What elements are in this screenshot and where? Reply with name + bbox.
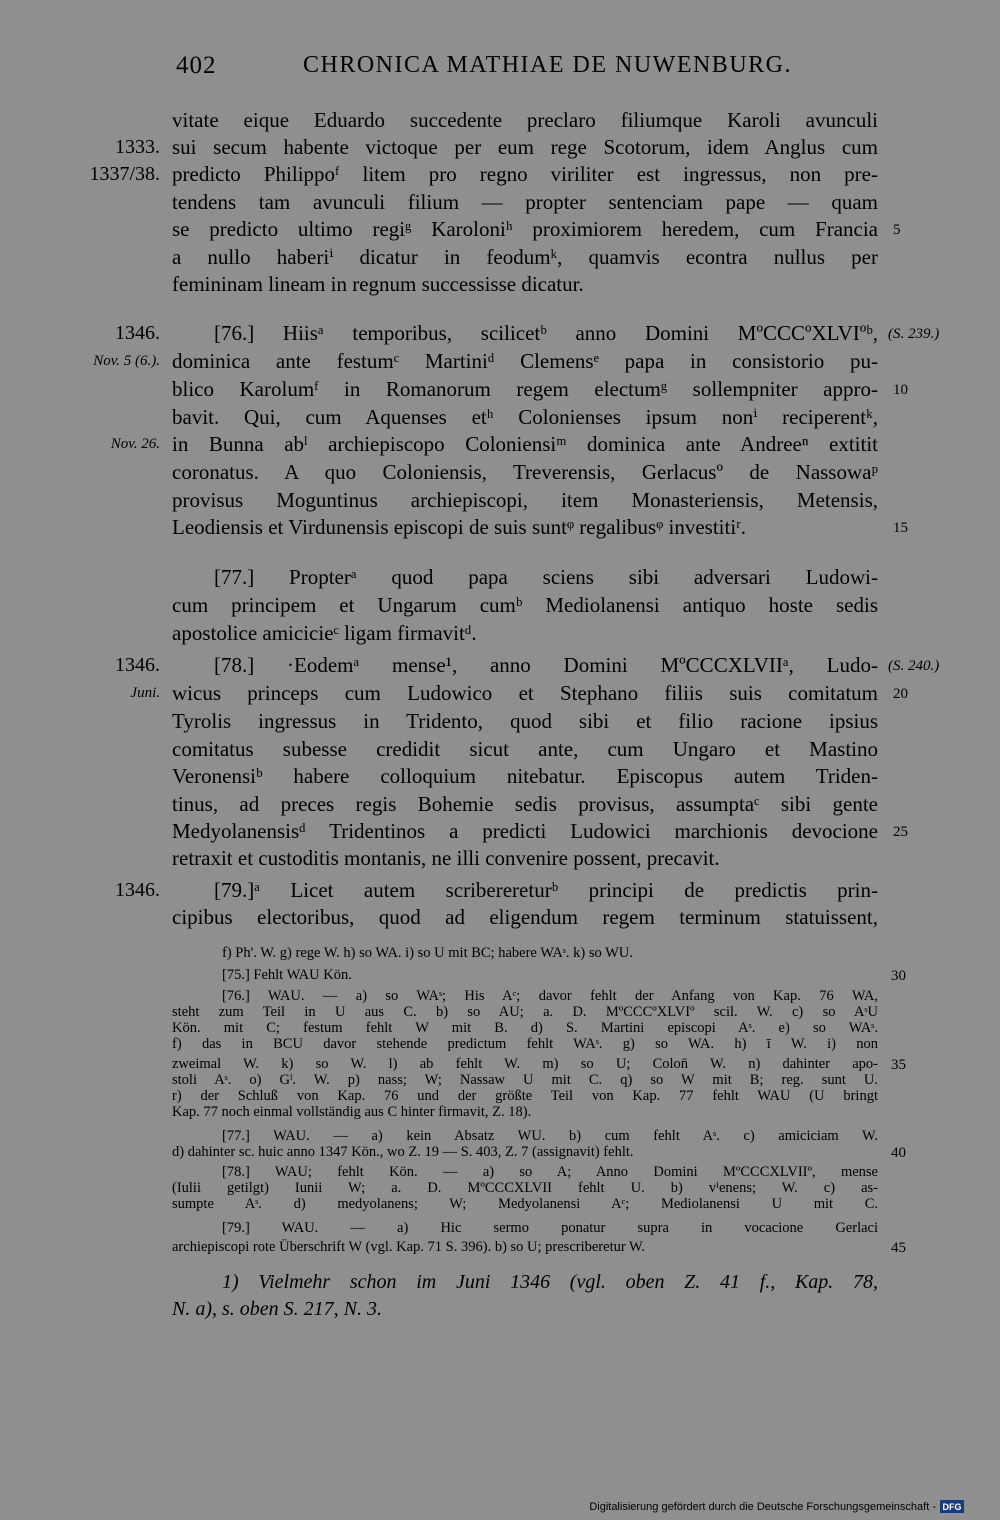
footnote-line: 1) Vielmehr schon im Juni 1346 (vgl. oben Z. 41 f., Kap. 78, (222, 1271, 878, 1293)
line-number: 10 (893, 382, 908, 398)
line-number: 30 (891, 968, 906, 984)
line-number: 15 (893, 520, 908, 536)
apparatus-line: Kön. mit C; festum fehlt W mit B. d) S. Martini episcopi Aˢ. e) so WAˢ. (172, 1020, 878, 1036)
apparatus-line: sumpte Aˢ. d) medyolanens; W; Medyolanensi Aᶜ; Mediolanensi U mit C. (172, 1196, 878, 1212)
margin-date: 1333. (115, 136, 160, 158)
page-reference: (S. 239.) (888, 326, 940, 342)
margin-date: 1346. (115, 654, 160, 676)
text-line: [78.] ·Eodemᵃ mense¹, anno Domini MºCCCXLVIIᵃ, Ludo- (214, 653, 878, 677)
page-reference: (S. 240.) (888, 658, 940, 674)
text-line: se predicto ultimo regiᵍ Karoloniʰ proximiorem heredem, cum Francia (172, 217, 878, 241)
text-line: cum principem et Ungarum cumᵇ Mediolanensi antiquo hoste sedis (172, 593, 878, 617)
apparatus-line: [75.] Fehlt WAU Kön. (222, 967, 352, 983)
text-line: Leodiensis et Virdunensis episcopi de suis suntᵠ regalibusᵠ investitiʳ. (172, 515, 746, 539)
line-number: 5 (893, 222, 901, 238)
apparatus-line: [77.] WAU. — a) kein Absatz WU. b) cum fehlt Aˢ. c) amiciciam W. (222, 1128, 878, 1144)
text-line: comitatus subesse credidit sicut ante, cum Ungaro et Mastino (172, 737, 878, 761)
text-line: predicto Philippoᶠ litem pro regno viriliter est ingressus, non pre- (172, 162, 878, 186)
page-header (0, 52, 1000, 86)
text-line: cipibus electoribus, quod ad eligendum regem terminum statuissent, (172, 905, 878, 929)
apparatus-line: f) das in BCU davor stehende predictum fehlt WAˢ. g) so WA. h) ī W. i) non (172, 1036, 878, 1052)
apparatus-line: zweimal W. k) so W. l) ab fehlt W. m) so U; Colon̄ W. n) dahinter apo- (172, 1056, 878, 1072)
apparatus-line: stoli Aˢ. o) Gˡ. W. p) nass; W; Nassaw U mit C. q) so W mit B; reg. sunt U. (172, 1072, 878, 1088)
text-line: blico Karolumᶠ in Romanorum regem electumᵍ sollempniter appro- (172, 377, 878, 401)
footnote-line: N. a), s. oben S. 217, N. 3. (172, 1298, 382, 1320)
text-line: sui secum habente victoque per eum rege Scotorum, idem Anglus cum (172, 135, 878, 159)
margin-date: 1337/38. (89, 163, 160, 185)
apparatus-line: Kap. 77 noch einmal vollständig aus C hinter firmavit, Z. 18). (172, 1104, 532, 1120)
text-line: apostolice amicicieᶜ ligam firmavitᵈ. (172, 621, 477, 645)
text-line: provisus Moguntinus archiepiscopi, item Monasteriensis, Metensis, (172, 488, 878, 512)
apparatus-line: f) Ph'. W. g) rege W. h) so WA. i) so U mit BC; habere WAˢ. k) so WU. (222, 945, 633, 961)
page-number: 402 (176, 52, 217, 79)
text-line: dominica ante festumᶜ Martiniᵈ Clemensᵉ papa in consistorio pu- (172, 349, 878, 373)
text-line: femininam lineam in regnum successisse dicatur. (172, 272, 584, 296)
line-number: 25 (893, 824, 908, 840)
apparatus-line: r) der Schluß von Kap. 76 und der größte Teil von Kap. 77 fehlt WAU (U bringt (172, 1088, 878, 1104)
apparatus-line: archiepiscopi rote Überschrift W (vgl. Kap. 71 S. 396). b) so U; prescriberetur W. (172, 1239, 646, 1255)
text-line: retraxit et custoditis montanis, ne illi convenire possent, precavit. (172, 846, 720, 870)
text-line: tinus, ad preces regis Bohemie sedis provisus, assumptaᶜ sibi gente (172, 792, 878, 816)
credit-text: Digitalisierung gefördert durch die Deutsche Forschungsgemeinschaft - (589, 1500, 936, 1513)
apparatus-line: [76.] WAU. — a) so WAˢ; His Aᶜ; davor fehlt der Anfang von Kap. 76 WA, (222, 988, 878, 1004)
margin-date: 1346. (115, 879, 160, 901)
text-line: coronatus. A quo Coloniensis, Treverensis, Gerlacusº de Nassowaᵖ (172, 460, 878, 484)
text-line: Veronensiᵇ habere colloquium nitebatur. Episcopus autem Triden- (172, 764, 878, 788)
text-line: Medyolanensisᵈ Tridentinos a predicti Ludowici marchionis devocione (172, 819, 878, 843)
digitization-credit (589, 1500, 964, 1513)
text-line: vitate eique Eduardo succedente preclaro filiumque Karoli avunculi (172, 108, 878, 132)
text-line: bavit. Qui, cum Aquenses etʰ Colonienses ipsum nonⁱ reciperentᵏ, (172, 405, 878, 429)
text-line: Tyrolis ingressus in Tridento, quod sibi et filio racione ipsius (172, 709, 878, 733)
text-line: [76.] Hiisᵃ temporibus, scilicetᵇ anno Domini MºCCCºXLVIºᵇ, (214, 321, 878, 345)
text-line: [79.]ᵃ Licet autem scriberereturᵇ principi de predictis prin- (214, 878, 878, 902)
apparatus-line: steht zum Teil in U aus C. b) so AU; a. D. MºCCCºXLVIº scil. W. c) so AˢU (172, 1004, 878, 1020)
text-line: [77.] Propterᵃ quod papa sciens sibi adversari Ludowi- (214, 565, 878, 589)
text-line: tendens tam avunculi filium — propter sentenciam pape — quam (172, 190, 878, 214)
apparatus-line: [79.] WAU. — a) Hic sermo ponatur supra in vocacione Gerlaci (222, 1220, 878, 1236)
margin-date: Nov. 26. (110, 436, 160, 452)
text-line: in Bunna abˡ archiepiscopo Coloniensiᵐ dominica ante Andreeⁿ extitit (172, 432, 878, 456)
apparatus-line: d) dahinter sc. huic anno 1347 Kön., wo Z. 19 — S. 403, Z. 7 (assignavit) fehlt. (172, 1144, 634, 1160)
text-line: wicus princeps cum Ludowico et Stephano filiis suis comitatum (172, 681, 878, 705)
line-number: 40 (891, 1145, 906, 1161)
running-title: CHRONICA MATHIAE DE NUWENBURG. (303, 52, 792, 78)
margin-date: 1346. (115, 322, 160, 344)
apparatus-line: (Iulii getilgt) Iunii W; a. D. MºCCCXLVII fehlt U. b) vⁱenens; W. c) as- (172, 1180, 878, 1196)
text-line: a nullo haberiⁱ dicatur in feodumᵏ, quamvis econtra nullus per (172, 245, 878, 269)
line-number: 20 (893, 686, 908, 702)
margin-date: Juni. (130, 685, 160, 701)
line-number: 35 (891, 1057, 906, 1073)
line-number: 45 (891, 1240, 906, 1256)
dfg-logo: DFG (940, 1500, 964, 1513)
margin-date: Nov. 5 (6.). (93, 353, 160, 369)
apparatus-line: [78.] WAU; fehlt Kön. — a) so A; Anno Domini MºCCCXLVIIº, mense (222, 1164, 878, 1180)
